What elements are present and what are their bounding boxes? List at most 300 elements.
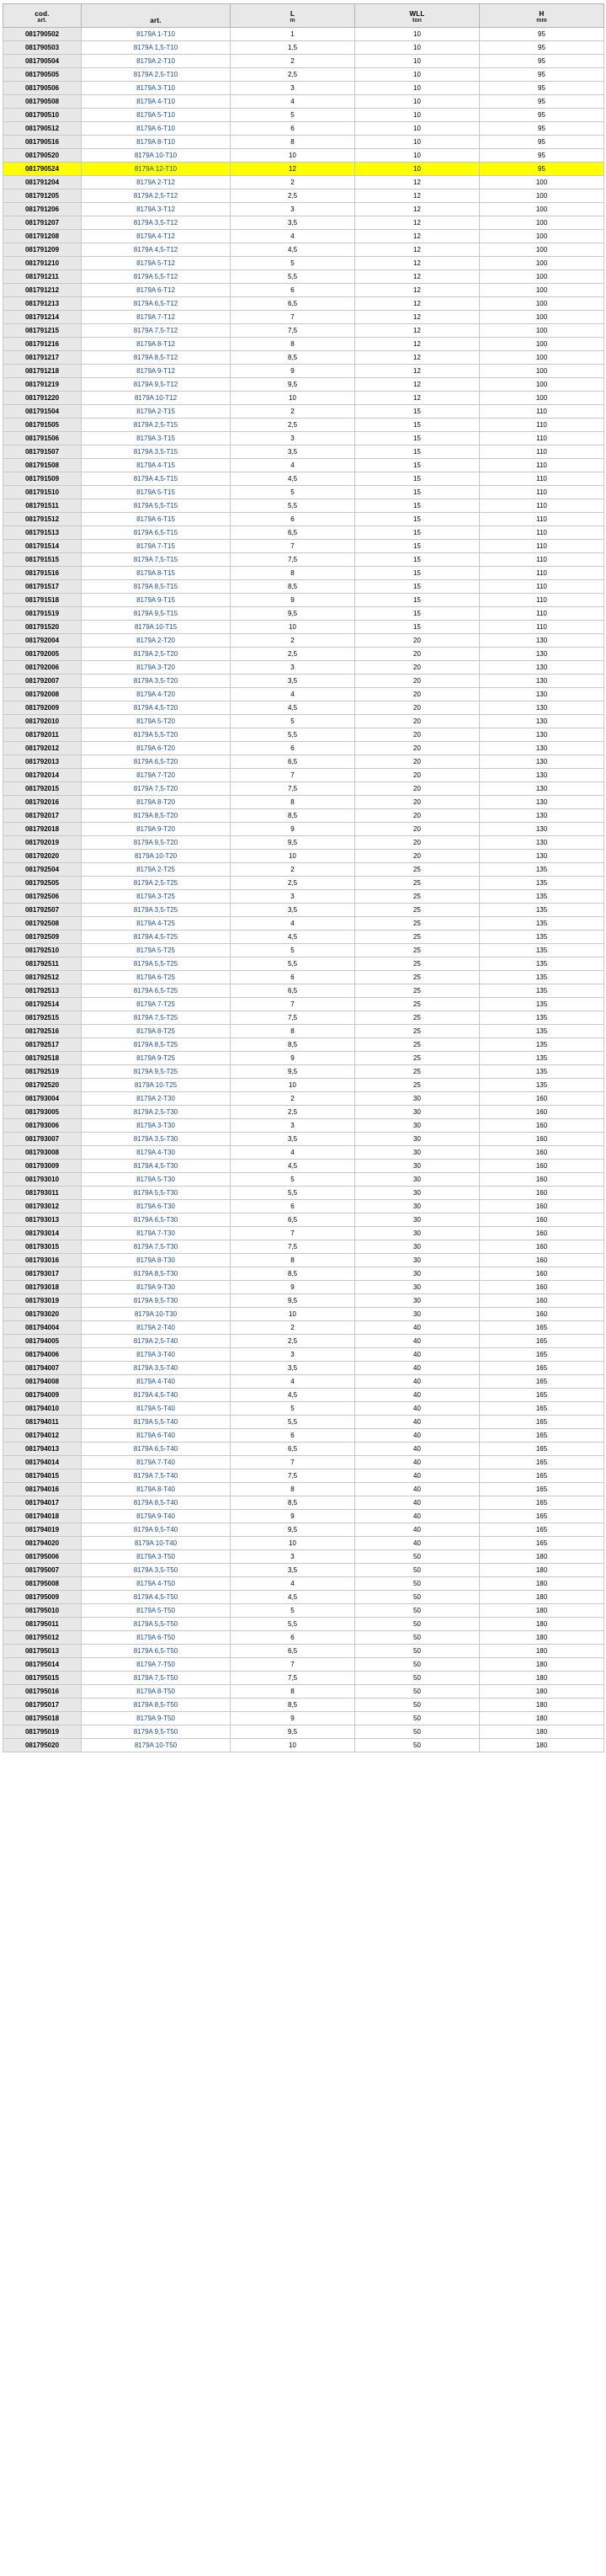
cell-code: 081793008	[3, 1146, 82, 1160]
cell-length: 6,5	[231, 526, 355, 540]
cell-height: 180	[480, 1550, 604, 1564]
table-row	[3, 68, 604, 82]
cell-art: 8179A 4-T10	[82, 95, 231, 109]
table-row	[3, 715, 604, 728]
cell-art: 8179A 9,5-T40	[82, 1523, 231, 1537]
cell-art: 8179A 4-T25	[82, 917, 231, 931]
cell-height: 135	[480, 998, 604, 1011]
cell-code: 081792511	[3, 957, 82, 971]
cell-length: 3,5	[231, 904, 355, 917]
cell-art: 8179A 7-T30	[82, 1227, 231, 1240]
cell-length: 10	[231, 850, 355, 863]
table-row	[3, 432, 604, 445]
cell-code: 081795020	[3, 1739, 82, 1752]
cell-wll: 12	[355, 270, 480, 284]
cell-height: 135	[480, 1052, 604, 1065]
cell-height: 180	[480, 1604, 604, 1618]
table-row	[3, 1496, 604, 1510]
cell-wll: 30	[355, 1119, 480, 1133]
cell-length: 8	[231, 1685, 355, 1699]
table-row	[3, 1456, 604, 1469]
cell-code: 081791216	[3, 338, 82, 351]
cell-art: 8179A 10-T40	[82, 1537, 231, 1550]
cell-wll: 10	[355, 82, 480, 95]
column-header-code	[3, 4, 82, 28]
table-row	[3, 1577, 604, 1591]
column-header-art	[82, 4, 231, 28]
cell-code: 081793012	[3, 1200, 82, 1213]
cell-art: 8179A 3-T50	[82, 1550, 231, 1564]
cell-length: 5	[231, 1173, 355, 1187]
cell-wll: 20	[355, 823, 480, 836]
cell-code: 081794014	[3, 1456, 82, 1469]
cell-height: 130	[480, 850, 604, 863]
cell-height: 165	[480, 1362, 604, 1375]
cell-height: 160	[480, 1294, 604, 1308]
cell-wll: 50	[355, 1577, 480, 1591]
cell-height: 180	[480, 1712, 604, 1725]
cell-length: 3	[231, 203, 355, 216]
table-row	[3, 1227, 604, 1240]
cell-height: 130	[480, 661, 604, 675]
cell-height: 135	[480, 1079, 604, 1092]
cell-length: 9,5	[231, 378, 355, 392]
cell-wll: 15	[355, 553, 480, 567]
cell-length: 9	[231, 1052, 355, 1065]
cell-wll: 25	[355, 1025, 480, 1038]
cell-code: 081795011	[3, 1618, 82, 1631]
cell-code: 081790502	[3, 28, 82, 41]
cell-art: 8179A 4,5-T20	[82, 701, 231, 715]
cell-wll: 25	[355, 1052, 480, 1065]
cell-height: 135	[480, 944, 604, 957]
cell-wll: 15	[355, 499, 480, 513]
table-row	[3, 782, 604, 796]
cell-code: 081795010	[3, 1604, 82, 1618]
cell-art: 8179A 8-T40	[82, 1483, 231, 1496]
cell-wll: 12	[355, 176, 480, 189]
cell-art: 8179A 4-T15	[82, 459, 231, 472]
cell-code: 081794009	[3, 1389, 82, 1402]
table-row	[3, 1712, 604, 1725]
cell-height: 135	[480, 890, 604, 904]
cell-wll: 50	[355, 1591, 480, 1604]
column-header-code-sub: art.	[37, 17, 47, 24]
cell-art: 8179A 9,5-T25	[82, 1065, 231, 1079]
cell-length: 10	[231, 392, 355, 405]
cell-height: 100	[480, 338, 604, 351]
cell-code: 081795009	[3, 1591, 82, 1604]
cell-height: 135	[480, 971, 604, 984]
cell-art: 8179A 2,5-T25	[82, 877, 231, 890]
cell-length: 10	[231, 149, 355, 163]
table-row	[3, 1133, 604, 1146]
cell-art: 8179A 3-T20	[82, 661, 231, 675]
cell-art: 8179A 9,5-T30	[82, 1294, 231, 1308]
cell-height: 130	[480, 755, 604, 769]
cell-height: 160	[480, 1267, 604, 1281]
cell-code: 081793007	[3, 1133, 82, 1146]
cell-code: 081791505	[3, 419, 82, 432]
cell-length: 6	[231, 1631, 355, 1645]
cell-wll: 12	[355, 297, 480, 311]
column-header-length-main: L	[290, 9, 295, 18]
cell-length: 9,5	[231, 1065, 355, 1079]
cell-code: 081791217	[3, 351, 82, 365]
table-row	[3, 1106, 604, 1119]
cell-code: 081791218	[3, 365, 82, 378]
cell-code: 081791515	[3, 553, 82, 567]
cell-code: 081790503	[3, 41, 82, 55]
cell-wll: 10	[355, 122, 480, 136]
cell-wll: 12	[355, 284, 480, 297]
cell-height: 100	[480, 257, 604, 270]
cell-height: 160	[480, 1213, 604, 1227]
cell-art: 8179A 9,5-T20	[82, 836, 231, 850]
cell-length: 2	[231, 1321, 355, 1335]
cell-code: 081791219	[3, 378, 82, 392]
cell-height: 130	[480, 715, 604, 728]
cell-art: 8179A 9-T12	[82, 365, 231, 378]
cell-art: 8179A 5-T10	[82, 109, 231, 122]
cell-length: 12	[231, 163, 355, 176]
cell-wll: 50	[355, 1712, 480, 1725]
cell-art: 8179A 3,5-T50	[82, 1564, 231, 1577]
cell-length: 5,5	[231, 270, 355, 284]
table-row	[3, 499, 604, 513]
cell-art: 8179A 8-T30	[82, 1254, 231, 1267]
table-row	[3, 243, 604, 257]
cell-wll: 10	[355, 136, 480, 149]
cell-length: 6,5	[231, 755, 355, 769]
cell-code: 081791214	[3, 311, 82, 324]
cell-code: 081792013	[3, 755, 82, 769]
table-row	[3, 1699, 604, 1712]
cell-art: 8179A 5,5-T25	[82, 957, 231, 971]
cell-height: 160	[480, 1254, 604, 1267]
cell-height: 110	[480, 567, 604, 580]
cell-wll: 15	[355, 445, 480, 459]
table-row	[3, 742, 604, 755]
cell-wll: 25	[355, 1079, 480, 1092]
cell-height: 100	[480, 189, 604, 203]
cell-length: 2	[231, 1092, 355, 1106]
cell-wll: 15	[355, 419, 480, 432]
cell-wll: 12	[355, 311, 480, 324]
cell-height: 95	[480, 122, 604, 136]
cell-height: 165	[480, 1510, 604, 1523]
column-header-wll	[355, 4, 480, 28]
table-row	[3, 998, 604, 1011]
cell-length: 9	[231, 1510, 355, 1523]
cell-code: 081791211	[3, 270, 82, 284]
table-row	[3, 1052, 604, 1065]
cell-length: 8	[231, 136, 355, 149]
cell-code: 081794017	[3, 1496, 82, 1510]
table-header-row	[3, 4, 604, 28]
cell-height: 100	[480, 216, 604, 230]
cell-height: 130	[480, 742, 604, 755]
cell-length: 6	[231, 971, 355, 984]
cell-wll: 10	[355, 55, 480, 68]
table-row	[3, 1658, 604, 1672]
cell-code: 081794015	[3, 1469, 82, 1483]
cell-wll: 15	[355, 580, 480, 594]
cell-wll: 20	[355, 769, 480, 782]
cell-code: 081791511	[3, 499, 82, 513]
cell-code: 081794006	[3, 1348, 82, 1362]
cell-height: 135	[480, 877, 604, 890]
cell-length: 7	[231, 1658, 355, 1672]
table-row	[3, 1200, 604, 1213]
table-row	[3, 917, 604, 931]
cell-length: 5	[231, 1604, 355, 1618]
table-row	[3, 1348, 604, 1362]
cell-wll: 12	[355, 203, 480, 216]
cell-height: 135	[480, 1011, 604, 1025]
cell-length: 7	[231, 1227, 355, 1240]
cell-height: 135	[480, 957, 604, 971]
cell-code: 081791212	[3, 284, 82, 297]
cell-code: 081790504	[3, 55, 82, 68]
cell-wll: 12	[355, 230, 480, 243]
table-row	[3, 1510, 604, 1523]
cell-wll: 50	[355, 1631, 480, 1645]
cell-wll: 20	[355, 661, 480, 675]
cell-art: 8179A 6-T40	[82, 1429, 231, 1443]
cell-art: 8179A 4-T50	[82, 1577, 231, 1591]
cell-art: 8179A 8,5-T50	[82, 1699, 231, 1712]
table-row	[3, 701, 604, 715]
cell-length: 4	[231, 230, 355, 243]
cell-art: 8179A 8-T10	[82, 136, 231, 149]
table-row	[3, 1092, 604, 1106]
cell-art: 8179A 12-T10	[82, 163, 231, 176]
cell-height: 180	[480, 1591, 604, 1604]
cell-code: 081793009	[3, 1160, 82, 1173]
cell-length: 2,5	[231, 68, 355, 82]
cell-height: 110	[480, 553, 604, 567]
cell-length: 2	[231, 405, 355, 419]
table-row	[3, 486, 604, 499]
cell-height: 95	[480, 149, 604, 163]
cell-wll: 15	[355, 540, 480, 553]
cell-code: 081792508	[3, 917, 82, 931]
cell-length: 5	[231, 109, 355, 122]
cell-wll: 30	[355, 1281, 480, 1294]
table-row	[3, 755, 604, 769]
cell-art: 8179A 7-T25	[82, 998, 231, 1011]
cell-code: 081793013	[3, 1213, 82, 1227]
cell-length: 10	[231, 621, 355, 634]
cell-length: 9	[231, 1712, 355, 1725]
cell-code: 081792517	[3, 1038, 82, 1052]
cell-wll: 25	[355, 1038, 480, 1052]
cell-art: 8179A 9,5-T50	[82, 1725, 231, 1739]
cell-art: 8179A 7,5-T25	[82, 1011, 231, 1025]
cell-code: 081794004	[3, 1321, 82, 1335]
cell-height: 160	[480, 1160, 604, 1173]
table-row	[3, 1119, 604, 1133]
cell-wll: 10	[355, 68, 480, 82]
cell-code: 081791220	[3, 392, 82, 405]
cell-wll: 20	[355, 715, 480, 728]
table-row	[3, 1537, 604, 1550]
cell-art: 8179A 7-T40	[82, 1456, 231, 1469]
cell-height: 165	[480, 1375, 604, 1389]
cell-wll: 30	[355, 1240, 480, 1254]
cell-height: 130	[480, 769, 604, 782]
cell-wll: 50	[355, 1550, 480, 1564]
cell-art: 8179A 4-T20	[82, 688, 231, 701]
cell-art: 8179A 5,5-T40	[82, 1416, 231, 1429]
cell-code: 081791204	[3, 176, 82, 189]
cell-height: 160	[480, 1187, 604, 1200]
cell-art: 8179A 3-T30	[82, 1119, 231, 1133]
cell-art: 8179A 8,5-T12	[82, 351, 231, 365]
cell-length: 9,5	[231, 607, 355, 621]
cell-wll: 12	[355, 392, 480, 405]
cell-code: 081791517	[3, 580, 82, 594]
table-row	[3, 445, 604, 459]
cell-code: 081792510	[3, 944, 82, 957]
cell-height: 130	[480, 823, 604, 836]
cell-art: 8179A 3-T40	[82, 1348, 231, 1362]
cell-wll: 50	[355, 1645, 480, 1658]
cell-code: 081794010	[3, 1402, 82, 1416]
table-row	[3, 1308, 604, 1321]
cell-code: 081794008	[3, 1375, 82, 1389]
column-header-art-main: art.	[150, 16, 162, 24]
cell-code: 081793017	[3, 1267, 82, 1281]
table-row	[3, 1429, 604, 1443]
cell-code: 081795019	[3, 1725, 82, 1739]
table-row	[3, 351, 604, 365]
cell-length: 8	[231, 1483, 355, 1496]
table-row	[3, 675, 604, 688]
table-row	[3, 984, 604, 998]
cell-length: 3	[231, 82, 355, 95]
table-row	[3, 41, 604, 55]
cell-code: 081792009	[3, 701, 82, 715]
cell-code: 081792017	[3, 809, 82, 823]
cell-art: 8179A 3-T15	[82, 432, 231, 445]
cell-wll: 40	[355, 1429, 480, 1443]
table-row	[3, 1739, 604, 1752]
cell-art: 8179A 6-T30	[82, 1200, 231, 1213]
cell-length: 7,5	[231, 1011, 355, 1025]
table-row	[3, 1725, 604, 1739]
cell-wll: 30	[355, 1254, 480, 1267]
cell-height: 110	[480, 513, 604, 526]
cell-art: 8179A 2-T20	[82, 634, 231, 648]
cell-height: 110	[480, 607, 604, 621]
table-row	[3, 890, 604, 904]
table-row	[3, 1213, 604, 1227]
cell-code: 081791209	[3, 243, 82, 257]
cell-wll: 12	[355, 365, 480, 378]
cell-height: 180	[480, 1577, 604, 1591]
table-row	[3, 257, 604, 270]
cell-wll: 20	[355, 755, 480, 769]
cell-height: 110	[480, 499, 604, 513]
cell-height: 165	[480, 1402, 604, 1416]
cell-wll: 25	[355, 984, 480, 998]
cell-code: 081795018	[3, 1712, 82, 1725]
cell-height: 165	[480, 1523, 604, 1537]
cell-art: 8179A 10-T15	[82, 621, 231, 634]
cell-wll: 30	[355, 1200, 480, 1213]
table-row	[3, 1281, 604, 1294]
cell-art: 8179A 4,5-T12	[82, 243, 231, 257]
cell-length: 4	[231, 95, 355, 109]
cell-wll: 15	[355, 607, 480, 621]
cell-height: 180	[480, 1564, 604, 1577]
cell-length: 7	[231, 540, 355, 553]
cell-wll: 20	[355, 742, 480, 755]
cell-wll: 20	[355, 675, 480, 688]
cell-height: 95	[480, 28, 604, 41]
cell-wll: 25	[355, 904, 480, 917]
cell-height: 160	[480, 1092, 604, 1106]
cell-art: 8179A 4,5-T25	[82, 931, 231, 944]
cell-length: 3	[231, 890, 355, 904]
cell-height: 180	[480, 1739, 604, 1752]
cell-code: 081792519	[3, 1065, 82, 1079]
table-row	[3, 809, 604, 823]
cell-art: 8179A 8,5-T15	[82, 580, 231, 594]
cell-length: 4	[231, 1146, 355, 1160]
cell-length: 2,5	[231, 189, 355, 203]
table-row	[3, 82, 604, 95]
table-row	[3, 1443, 604, 1456]
cell-length: 4,5	[231, 243, 355, 257]
cell-wll: 10	[355, 95, 480, 109]
cell-wll: 12	[355, 338, 480, 351]
cell-length: 7,5	[231, 324, 355, 338]
cell-length: 9,5	[231, 1725, 355, 1739]
cell-art: 8179A 2,5-T20	[82, 648, 231, 661]
cell-code: 081791512	[3, 513, 82, 526]
cell-wll: 40	[355, 1456, 480, 1469]
cell-height: 100	[480, 378, 604, 392]
cell-height: 165	[480, 1443, 604, 1456]
cell-height: 180	[480, 1672, 604, 1685]
table-row	[3, 1267, 604, 1281]
cell-height: 160	[480, 1308, 604, 1321]
column-header-height	[480, 4, 604, 28]
cell-wll: 50	[355, 1604, 480, 1618]
cell-length: 8,5	[231, 1699, 355, 1712]
cell-wll: 12	[355, 257, 480, 270]
table-row	[3, 109, 604, 122]
cell-wll: 15	[355, 472, 480, 486]
cell-length: 5,5	[231, 1618, 355, 1631]
cell-art: 8179A 10-T12	[82, 392, 231, 405]
cell-height: 135	[480, 1038, 604, 1052]
table-row	[3, 1375, 604, 1389]
cell-length: 9	[231, 365, 355, 378]
cell-code: 081791514	[3, 540, 82, 553]
table-row	[3, 405, 604, 419]
cell-height: 160	[480, 1133, 604, 1146]
cell-height: 110	[480, 621, 604, 634]
cell-height: 180	[480, 1618, 604, 1631]
cell-wll: 30	[355, 1092, 480, 1106]
cell-length: 2,5	[231, 1106, 355, 1119]
cell-height: 110	[480, 526, 604, 540]
cell-length: 5	[231, 257, 355, 270]
